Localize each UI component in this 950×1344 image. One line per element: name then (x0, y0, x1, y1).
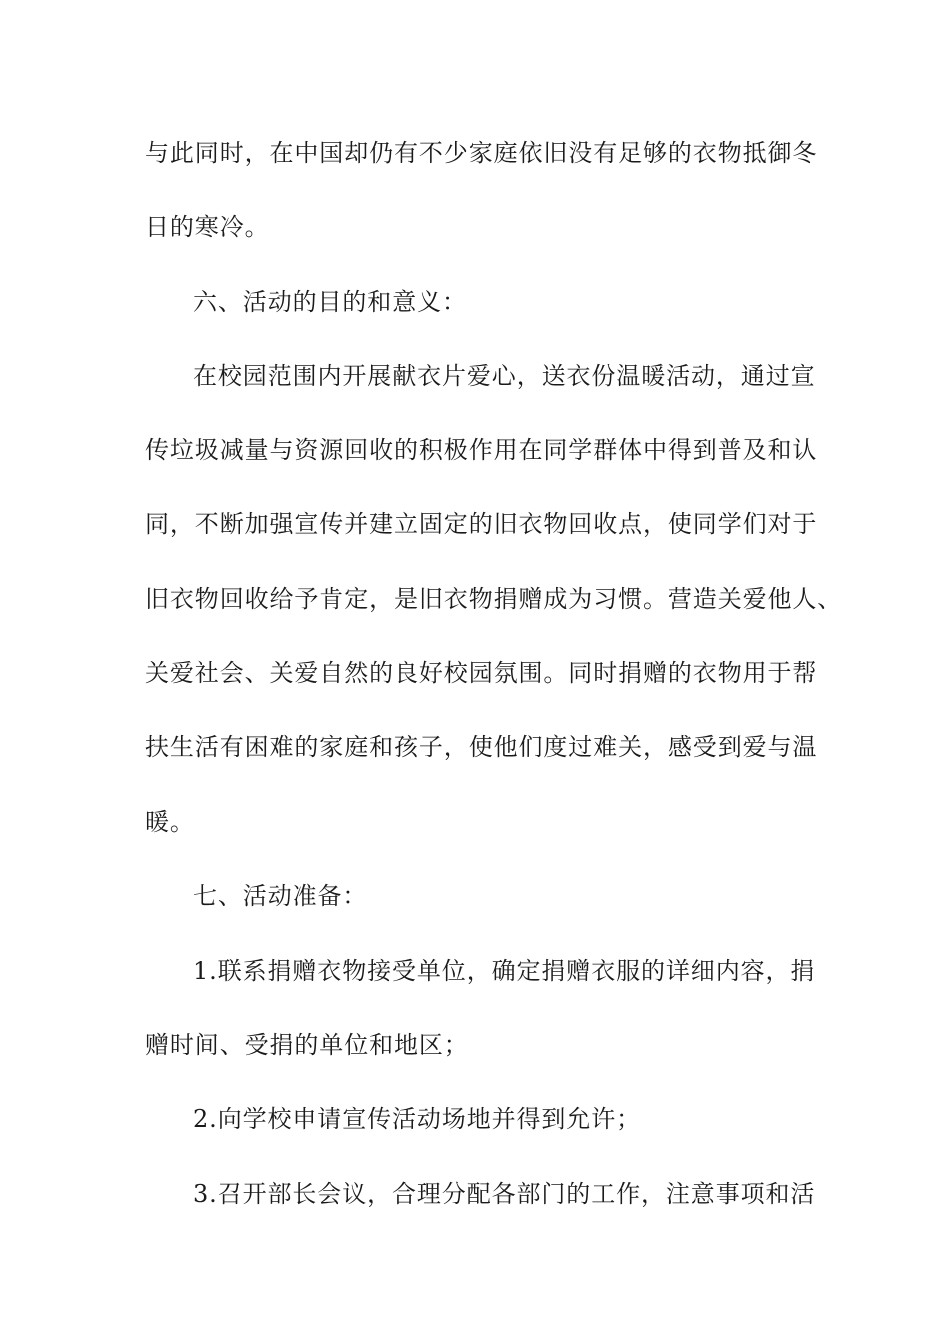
section-heading-6: 六、活动的目的和意义： (193, 288, 467, 316)
list-item-1: 1.联系捐赠衣物接受单位，确定捐赠衣服的详细内容，捐 (193, 957, 816, 985)
text-line: 暖。 (145, 808, 195, 836)
text-line: 在校园范围内开展献衣片爱心，送衣份温暖活动，通过宣 (193, 362, 816, 390)
list-item-2: 2.向学校申请宣传活动场地并得到允许； (193, 1105, 641, 1133)
text-line: 扶生活有困难的家庭和孩子，使他们度过难关，感受到爱与温 (145, 733, 818, 761)
text-line: 传垃圾减量与资源回收的积极作用在同学群体中得到普及和认 (145, 436, 818, 464)
text-line: 旧衣物回收给予肯定，是旧衣物捐赠成为习惯。营造关爱他人、 (145, 585, 843, 613)
text-line: 赠时间、受捐的单位和地区； (145, 1031, 469, 1059)
text-line: 关爱社会、关爱自然的良好校园氛围。同时捐赠的衣物用于帮 (145, 659, 818, 687)
text-line: 日的寒冷。 (145, 213, 270, 241)
list-item-3: 3.召开部长会议，合理分配各部门的工作，注意事项和活 (193, 1180, 816, 1208)
text-line: 与此同时，在中国却仍有不少家庭依旧没有足够的衣物抵御冬 (145, 139, 818, 167)
text-line: 同，不断加强宣传并建立固定的旧衣物回收点，使同学们对于 (145, 510, 818, 538)
section-heading-7: 七、活动准备： (193, 882, 368, 910)
